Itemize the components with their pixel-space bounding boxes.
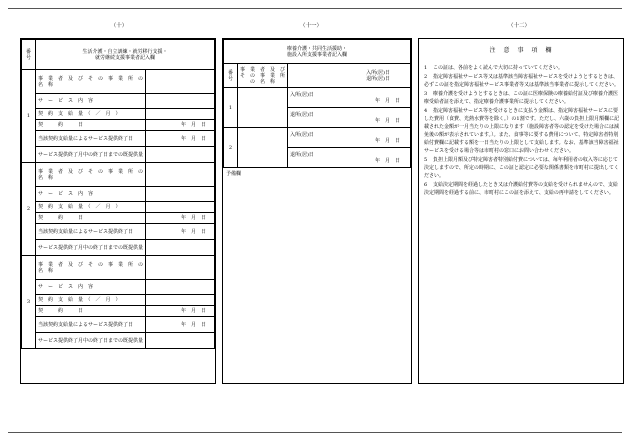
field-label: サービス提供終了月中の終了日までの既提供量 xyxy=(36,333,146,349)
middle-header-line1: 療養介護・共同生活援助・ xyxy=(286,45,347,52)
note-item xyxy=(424,64,620,72)
middle-number-header: 番号 xyxy=(224,64,238,88)
left-row xyxy=(22,213,215,224)
move-out-label: 退所(居)日 xyxy=(290,111,314,118)
left-row xyxy=(22,224,215,240)
move-in-date: 年 月 日 xyxy=(374,97,400,104)
top-rule xyxy=(8,8,622,9)
field-label: 契 約 日 xyxy=(36,213,146,224)
provider-name-cell[interactable] xyxy=(238,128,288,168)
left-header xyxy=(36,40,215,70)
field-value[interactable] xyxy=(146,109,215,120)
left-header-line2: 就労継続支援事業者記入欄 xyxy=(94,54,155,61)
note-number: 5 xyxy=(424,157,428,163)
left-header-line1: 生活介護・自立訓練・就労移行支援・ xyxy=(82,48,168,55)
right-panel-title: （十二） xyxy=(507,23,530,29)
note-text: 療養介護を受けようとするときは、この証に医療保険の療養給付証及び療養介護医療受給者証を添えて、指定療養介護事業所に提示してください。 xyxy=(424,91,619,105)
left-row xyxy=(22,333,215,349)
middle-table xyxy=(223,39,411,168)
note-number: 2 xyxy=(424,74,428,80)
field-label: 契 約 日 xyxy=(36,306,146,317)
note-number: 4 xyxy=(424,108,428,114)
provider-name-cell[interactable] xyxy=(238,88,288,128)
field-value[interactable]: 年 月 日 xyxy=(146,213,215,224)
field-label: 契 約 支 給 量 （ ／ 月 ） xyxy=(36,295,146,306)
residence-row xyxy=(224,128,411,148)
middle-header xyxy=(224,40,411,64)
field-label: サ ー ビ ス 内 容 xyxy=(36,187,146,202)
note-item xyxy=(424,107,620,155)
field-value[interactable] xyxy=(146,147,215,163)
note-text: 負担上限月額及び特定障害者特別給付費については、毎年利用者の収入等に応じて決定しますので、所定の時期に、この証と認定に必要な関係書類を市町村に提出してください。 xyxy=(424,157,619,179)
dates-out-header: 退所(居)日 xyxy=(366,75,390,82)
left-table xyxy=(21,39,215,349)
left-row xyxy=(22,147,215,163)
note-number: 6 xyxy=(424,182,428,188)
note-item xyxy=(424,181,620,197)
left-panel xyxy=(20,38,216,384)
field-value[interactable]: 年 月 日 xyxy=(146,306,215,317)
move-out-cell[interactable] xyxy=(288,148,411,168)
move-out-date: 年 月 日 xyxy=(374,157,400,164)
field-label: サービス提供終了月中の終了日までの既提供量 xyxy=(36,147,146,163)
left-row xyxy=(22,306,215,317)
notes-heading: 注 意 事 項 欄 xyxy=(489,47,553,54)
group-index: 2 xyxy=(22,163,36,256)
move-in-label: 入所(居)日 xyxy=(290,131,314,138)
note-item xyxy=(424,90,620,106)
field-label: 事 業 者 及 び そ の 事 業 所 の 名 称 xyxy=(36,256,146,280)
note-text: この証は、各前をよく読んで大切に持っていてください。 xyxy=(433,65,564,71)
move-in-cell[interactable] xyxy=(288,128,411,148)
left-row xyxy=(22,120,215,131)
field-value[interactable] xyxy=(146,163,215,187)
left-row xyxy=(22,256,215,280)
group-index: 3 xyxy=(22,256,36,349)
field-label: 事 業 者 及 び そ の 事 業 所 の 名 称 xyxy=(36,163,146,187)
notes-list xyxy=(424,64,620,198)
left-row xyxy=(22,295,215,306)
note-text: 指定障害福祉サービス等又は基準該当障害福祉サービスを受けようとするときは、必ずこの証を指定障害福祉サービス事業者等又は基準該当事業者に提示してください。 xyxy=(424,74,620,88)
left-row xyxy=(22,202,215,213)
field-value[interactable]: 年 月 日 xyxy=(146,224,215,240)
move-out-cell[interactable] xyxy=(288,108,411,128)
left-row xyxy=(22,280,215,295)
field-value[interactable]: 年 月 日 xyxy=(146,120,215,131)
residence-row xyxy=(224,88,411,108)
move-out-label: 退所(居)日 xyxy=(290,151,314,158)
note-item xyxy=(424,73,620,89)
note-text: 支給決定期間を経過したとき又は介護給付費等の支給を受けられませんので、支給決定期間を経過する前に、市町村にこの証を添えて、支給の再申請をしてください。 xyxy=(424,182,618,196)
field-label: 契 約 支 給 量 （ ／ 月 ） xyxy=(36,202,146,213)
field-value[interactable] xyxy=(146,280,215,295)
field-label: 事 業 者 及 び そ の 事 業 所 の 名 称 xyxy=(36,70,146,94)
left-row xyxy=(22,163,215,187)
field-value[interactable] xyxy=(146,202,215,213)
middle-dates-header xyxy=(288,64,411,88)
move-in-date: 年 月 日 xyxy=(374,137,400,144)
group-index: 1 xyxy=(22,70,36,163)
field-value[interactable] xyxy=(146,333,215,349)
spare-field-label: 予備欄 xyxy=(226,171,242,177)
field-label: 契 約 支 給 量 （ ／ 月 ） xyxy=(36,109,146,120)
move-in-label: 入所(居)日 xyxy=(290,91,314,98)
field-label: 契 約 日 xyxy=(36,120,146,131)
residence-index: 1 xyxy=(224,88,238,128)
left-row xyxy=(22,240,215,256)
left-row xyxy=(22,94,215,109)
left-row xyxy=(22,187,215,202)
left-row xyxy=(22,317,215,333)
note-number: 3 xyxy=(424,91,428,97)
field-value[interactable] xyxy=(146,187,215,202)
number-header: 番号 xyxy=(22,40,36,70)
field-value[interactable]: 年 月 日 xyxy=(146,317,215,333)
field-value[interactable] xyxy=(146,94,215,109)
middle-panel xyxy=(222,38,412,384)
field-value[interactable]: 年 月 日 xyxy=(146,131,215,147)
field-label: サ ー ビ ス 内 容 xyxy=(36,94,146,109)
field-label: 当該契約支給量によるサービス提供終了日 xyxy=(36,224,146,240)
middle-header-line2: 施設入所支援事業者記入欄 xyxy=(286,51,347,58)
residence-index: 2 xyxy=(224,128,238,168)
bottom-rule xyxy=(8,432,622,433)
move-out-date: 年 月 日 xyxy=(374,117,400,124)
left-row xyxy=(22,109,215,120)
field-label: サービス提供終了月中の終了日までの既提供量 xyxy=(36,240,146,256)
dates-in-header: 入所(居)日 xyxy=(366,69,390,76)
field-label: 当該契約支給量によるサービス提供終了日 xyxy=(36,131,146,147)
field-value[interactable] xyxy=(146,295,215,306)
left-row xyxy=(22,70,215,94)
field-value[interactable] xyxy=(146,70,215,94)
left-row xyxy=(22,131,215,147)
field-label: サ ー ビ ス 内 容 xyxy=(36,280,146,295)
note-item xyxy=(424,156,620,180)
note-text: 指定障害福祉サービス等を受けるときに支払う金額は、指定障害福祉サービスに要した費用（食費、光熱水費等を除く。）の1割です。ただし、六歳の負担上限月額欄に記載された金額が一月当たりの上限になります（施設障害者等の認定を受けた場合には減免後の額が表示されています。）。また、食事等に要する費用について、特定障害者特別給付費欄に記載する額を一日当たりの上限として支給します。なお、基準該当障害福祉サービスを受ける場合等は市町村の窓口にお問い合わせください。 xyxy=(424,108,620,154)
note-number: 1 xyxy=(424,65,428,71)
left-panel-title: （十） xyxy=(110,23,128,29)
field-value[interactable] xyxy=(146,256,215,280)
field-label: 当該契約支給量によるサービス提供終了日 xyxy=(36,317,146,333)
middle-panel-title: （十一） xyxy=(299,23,322,29)
field-value[interactable] xyxy=(146,240,215,256)
move-in-cell[interactable] xyxy=(288,88,411,108)
middle-name-header: 事 業 者 及 び そ の 事 業 所 の 名 称 xyxy=(238,64,288,88)
